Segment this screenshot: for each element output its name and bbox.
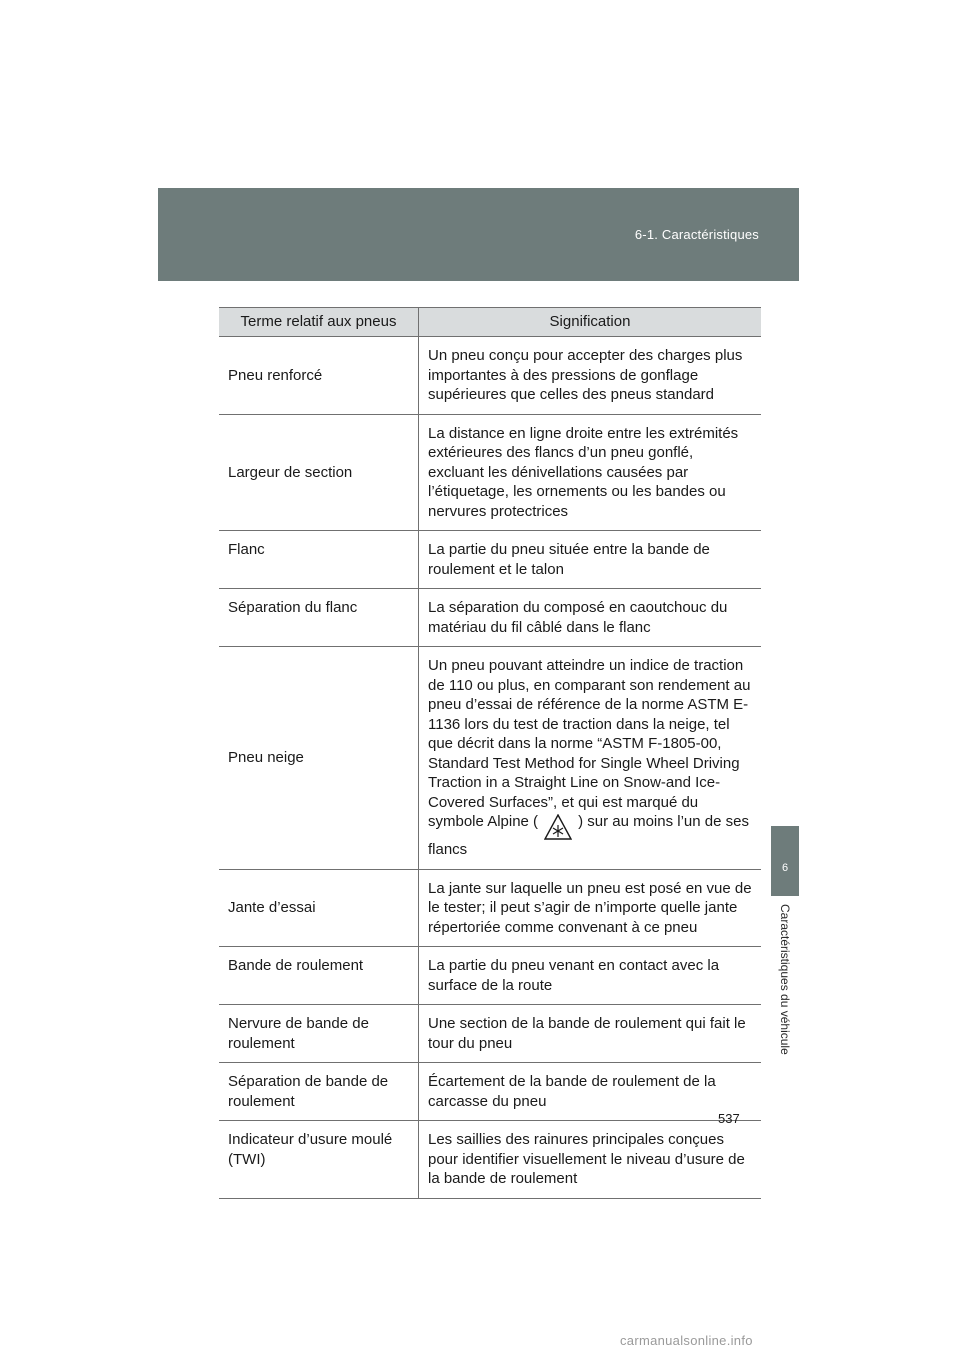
table-row <box>219 531 761 589</box>
term-cell: Jante d’essai <box>219 869 419 947</box>
table-header-row <box>219 308 761 337</box>
chapter-side-label <box>771 904 799 1090</box>
table-row <box>219 1063 761 1121</box>
tire-terms-table <box>219 307 761 1199</box>
term-cell: Largeur de section <box>219 414 419 531</box>
definition-cell: La partie du pneu située entre la bande de roulement et le talon <box>419 531 762 589</box>
table-row <box>219 647 761 870</box>
table-row <box>219 869 761 947</box>
table-row <box>219 414 761 531</box>
chapter-tab <box>771 826 799 896</box>
definition-cell <box>419 647 762 870</box>
table-row <box>219 589 761 647</box>
page-number: 537 <box>718 1111 740 1126</box>
definition-cell: La distance en ligne droite entre les extrémités extérieures des flancs d’un pneu gonflé, excluant les dénivellations causées par l’étiquetage, les ornements ou les bandes ou nervures protectrices <box>419 414 762 531</box>
section-header-band <box>158 188 799 281</box>
term-cell: Pneu neige <box>219 647 419 870</box>
table-row <box>219 337 761 415</box>
chapter-title: Caractéristiques du véhicule <box>778 904 792 1055</box>
watermark-text: carmanualsonline.info <box>620 1333 753 1348</box>
definition-text-before-icon: Un pneu pouvant atteindre un indice de traction de 110 ou plus, en comparant son rendement au pneu d’essai de référence de la norme ASTM E-1136 lors du test de traction dans la neige, tel que décrit dans la norme “ASTM F-1805-00, Standard Test Method for Single Wheel Driving Traction in a Straight Line on Snow-and Ice-Covered Surfaces”, et qui est marqué du symbole Alpine ( <box>428 657 751 830</box>
term-cell: Pneu renforcé <box>219 337 419 415</box>
definition-cell: Les saillies des rainures principales conçues pour identifier visuellement le niveau d’usure de la bande de roulement <box>419 1121 762 1199</box>
alpine-snowflake-icon <box>544 814 572 840</box>
table-row <box>219 947 761 1005</box>
term-cell: Nervure de bande de roulement <box>219 1005 419 1063</box>
definition-text-after-icon: ) sur au moins l’un de ses flancs <box>428 813 749 858</box>
term-cell: Séparation du flanc <box>219 589 419 647</box>
definition-cell: La jante sur laquelle un pneu est posé en vue de le tester; il peut s’agir de n’importe quelle jante répertoriée comme convenant à ce pneu <box>419 869 762 947</box>
column-header-meaning: Signification <box>419 308 762 337</box>
section-title: 6-1. Caractéristiques <box>634 227 759 242</box>
table-row <box>219 1121 761 1199</box>
term-cell: Flanc <box>219 531 419 589</box>
definition-cell: La séparation du composé en caoutchouc du matériau du fil câblé dans le flanc <box>419 589 762 647</box>
term-cell: Indicateur d’usure moulé (TWI) <box>219 1121 419 1199</box>
definition-cell: Écartement de la bande de roulement de la carcasse du pneu <box>419 1063 762 1121</box>
definition-cell: La partie du pneu venant en contact avec la surface de la route <box>419 947 762 1005</box>
column-header-term: Terme relatif aux pneus <box>219 308 419 337</box>
definition-cell: Une section de la bande de roulement qui fait le tour du pneu <box>419 1005 762 1063</box>
term-cell: Bande de roulement <box>219 947 419 1005</box>
chapter-number: 6 <box>781 862 789 874</box>
table-row <box>219 1005 761 1063</box>
term-cell: Séparation de bande de roulement <box>219 1063 419 1121</box>
definition-cell: Un pneu conçu pour accepter des charges plus importantes à des pressions de gonflage supérieures que celles des pneus standard <box>419 337 762 415</box>
